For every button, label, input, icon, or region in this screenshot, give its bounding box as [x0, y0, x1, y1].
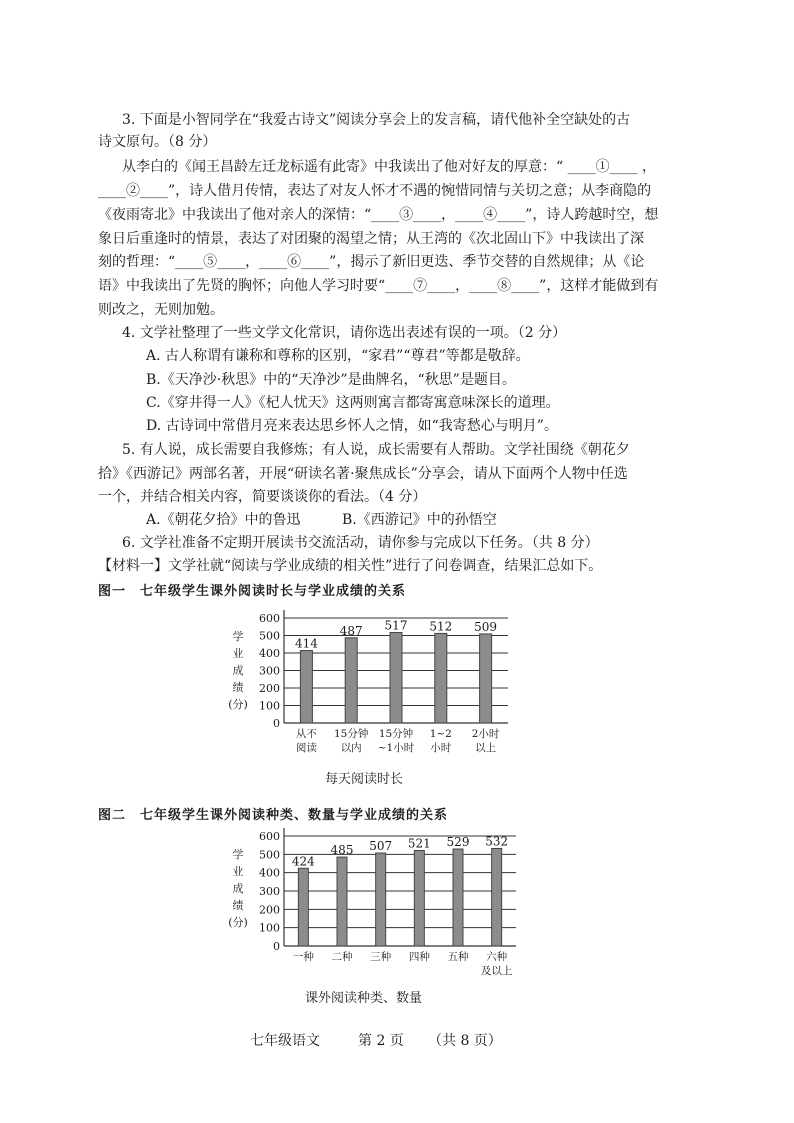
q6-stem: 6. 文学社准备不定期开展读书交流活动，请你参与完成以下任务。（共 8 分）: [122, 535, 599, 551]
y-axis-label-char: 成: [232, 664, 244, 677]
q4-option-a: A. 古人称谓有谦称和尊称的区别，“家君”“尊君”等都是敬辞。: [146, 348, 530, 364]
x-tick-label: 以上: [475, 742, 497, 754]
x-tick-label: 1~2: [429, 728, 452, 740]
bar-data-label: 414: [294, 636, 318, 651]
q3-line-6: 象日后重逢时的情景，表达了对团聚的渴望之情；从王湾的《次北固山下》中我读出了深: [98, 231, 644, 247]
y-axis-label-char: 业: [232, 647, 244, 660]
x-tick-label: 阅读: [295, 742, 317, 754]
x-tick-label: 五种: [447, 951, 469, 963]
bar: [300, 651, 312, 723]
x-tick-label: ~1小时: [377, 742, 415, 754]
y-axis-label-char: 学: [232, 630, 244, 643]
x-tick-label: 2小时: [471, 728, 500, 740]
q3-line-4: ____②____”，诗人借月传情，表达了对友人怀才不遇的惋惜同情与关切之意；从李商隐的: [98, 183, 652, 199]
x-tick-label: 以内: [340, 742, 362, 754]
q3-line-7: 刻的哲理：“____⑤____，____⑥____”，揭示了新旧更迭、季节交替的自然规律；从《论: [98, 254, 645, 270]
bar-data-label: 532: [485, 834, 509, 849]
q4-option-b: B.《天净沙·秋思》中的“天净沙”是曲牌名，“秋思”是题目。: [146, 372, 516, 388]
bar: [390, 633, 402, 723]
q5-line-1: 5. 有人说，成长需要自我修炼；有人说，成长需要有人帮助。文学社围绕《朝花夕: [122, 442, 630, 458]
q3-line-2: 诗文原句。（8 分）: [98, 134, 217, 150]
y-tick-label: 200: [259, 682, 280, 695]
footer-subject: 七年级语文: [250, 1033, 320, 1049]
q4-option-d: D. 古诗词中常借月亮来表达思乡怀人之情，如“我寄愁心与明月”。: [146, 418, 558, 434]
x-tick-label: 及以上: [480, 965, 513, 977]
bar: [480, 634, 492, 723]
footer-total-pages: （共 8 页）: [428, 1033, 502, 1049]
y-axis-label-char: 学: [232, 848, 244, 861]
q5-option-b: B.《西游记》中的孙悟空: [342, 512, 497, 528]
figure-2-xlabel: 课外阅读种类、数量: [305, 991, 423, 1006]
bar: [492, 848, 502, 946]
figure-2-chart: [228, 826, 528, 978]
bar: [414, 850, 424, 946]
y-axis-label-char: 绩: [232, 899, 244, 912]
x-tick-label: 二种: [331, 951, 353, 963]
y-tick-label: 0: [273, 717, 280, 730]
y-axis-label-char: 业: [232, 865, 244, 878]
q5-line-3: 一个，并结合相关内容，简要谈谈你的看法。（4 分）: [98, 489, 427, 505]
bar-data-label: 512: [429, 619, 453, 634]
q3-line-5: 《夜雨寄北》中我读出了他对亲人的深情：“____③____，____④____”，诗人跨越时空，想: [98, 207, 659, 223]
x-tick-label: 六种: [486, 951, 508, 963]
y-tick-label: 100: [259, 699, 280, 713]
y-tick-label: 200: [259, 903, 280, 917]
y-tick-label: 600: [259, 830, 280, 843]
q5-line-2: 拾》《西游记》两部名著，开展“研读名著·聚焦成长”分享会，请从下面两个人物中任选: [98, 466, 628, 482]
bar-data-label: 509: [474, 619, 498, 634]
q6-material-1: 【材料一】文学社就“阅读与学业成绩的相关性”进行了问卷调查，结果汇总如下。: [98, 558, 603, 574]
figure-1-chart: [228, 604, 518, 760]
bar: [435, 633, 447, 723]
y-tick-label: 400: [259, 647, 280, 660]
q3-line-3: 从李白的《闻王昌龄左迁龙标遥有此寄》中我读出了他对好友的厚意：“ ____①____ ，: [122, 159, 657, 175]
x-tick-label: 从不: [295, 728, 317, 740]
bar-data-label: 529: [446, 835, 470, 850]
y-tick-label: 400: [259, 866, 280, 880]
bar: [337, 857, 347, 946]
q4-option-c: C.《穿井得一人》《杞人忧天》这两则寓言都寄寓意味深长的道理。: [146, 395, 560, 411]
bar-data-label: 521: [407, 836, 431, 851]
y-tick-label: 300: [259, 664, 280, 678]
y-tick-label: 600: [259, 612, 280, 625]
y-tick-label: 500: [259, 629, 280, 643]
bar: [345, 638, 357, 723]
bar-data-label: 507: [369, 839, 393, 854]
bar: [298, 868, 308, 946]
q3-line-8: 语》中我读出了先贤的胸怀；向他人学习时要“____⑦____，____⑧____”，这样才能做到有: [98, 278, 659, 294]
y-axis-label-char: 绩: [232, 681, 244, 694]
bar: [453, 849, 463, 946]
bar-data-label: 487: [339, 623, 363, 638]
figure-1-xlabel: 每天阅读时长: [325, 772, 404, 787]
x-tick-label: 三种: [370, 951, 392, 963]
bar-data-label: 485: [330, 843, 354, 858]
bar-data-label: 517: [384, 618, 408, 633]
y-tick-label: 0: [273, 940, 280, 953]
x-tick-label: 四种: [408, 951, 430, 963]
x-tick-label: 一种: [292, 951, 314, 963]
q3-line-1: 3. 下面是小智同学在“我爱古诗文”阅读分享会上的发言稿，请代他补全空缺处的古: [122, 112, 631, 128]
figure-2-title: 图二 七年级学生课外阅读种类、数量与学业成绩的关系: [98, 808, 449, 823]
figure-1-title: 图一 七年级学生课外阅读时长与学业成绩的关系: [98, 584, 407, 599]
q5-option-a: A.《朝花夕拾》中的鲁迅: [146, 512, 301, 528]
q3-line-9: 则改之，无则加勉。: [98, 302, 224, 318]
bar: [376, 853, 386, 946]
x-tick-label: 15分钟: [378, 728, 414, 740]
bar-data-label: 424: [291, 854, 315, 869]
footer-page-number: 第 2 页: [358, 1033, 404, 1049]
x-tick-label: 15分钟: [334, 728, 369, 740]
x-tick-label: 小时: [430, 742, 452, 754]
y-axis-label-char: (分): [228, 698, 248, 711]
y-axis-label-char: 成: [232, 882, 244, 895]
y-axis-label-char: (分): [228, 916, 248, 929]
q4-stem: 4. 文学社整理了一些文学文化常识，请你选出表述有误的一项。（2 分）: [122, 325, 567, 341]
y-tick-label: 500: [259, 848, 280, 862]
y-tick-label: 100: [259, 921, 280, 935]
y-tick-label: 300: [259, 885, 280, 898]
